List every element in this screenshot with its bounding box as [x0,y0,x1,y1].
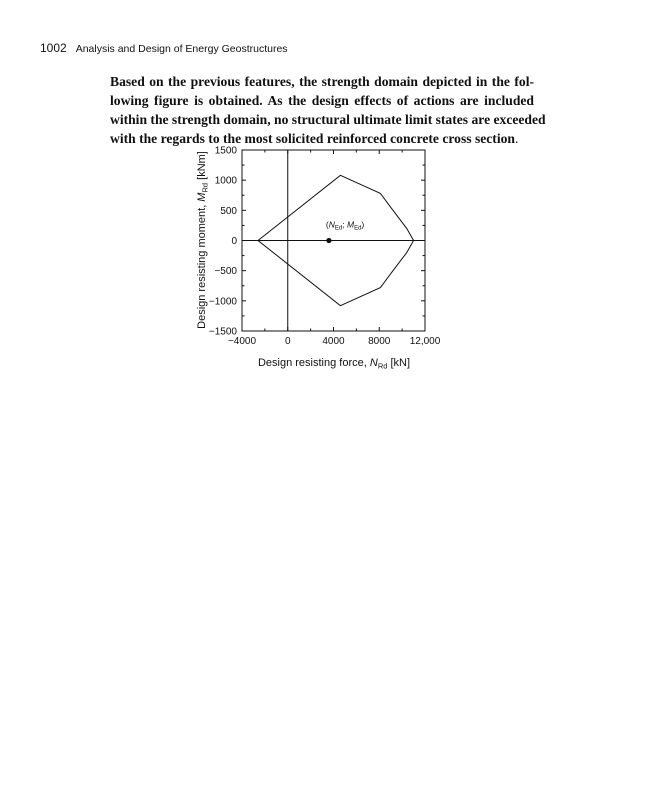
paragraph-end-mark: . [514,131,519,146]
design-label-n-sub: Ed [334,225,343,232]
y-label-unit: [kNm] [196,151,208,183]
x-tick-label: 4000 [322,336,345,347]
y-label-subscript: Rd [200,182,210,193]
design-label-close: ) [361,219,365,230]
paragraph-line: within the strength domain, no structural ultimate limit states are exceeded [110,112,546,127]
y-tick-label: 1500 [214,145,237,157]
y-label-main: Design resisting moment, [196,201,208,329]
x-tick-label: −4000 [227,336,257,347]
design-label-open: ( [325,219,329,230]
paragraph-line: Based on the previous features, the strength domain depicted in the fol- [110,74,534,89]
y-axis-ticks [209,146,425,338]
y-tick-label: −1000 [208,296,237,308]
y-tick-label: 1000 [214,175,237,187]
paragraph-line: lowing figure is obtained. As the design effects of actions are included [110,93,534,108]
design-label-sep: ; [342,219,347,230]
design-label-n: N [328,219,335,230]
book-title: Analysis and Design of Energy Geostructures [75,43,288,55]
design-point-label [326,220,365,232]
y-tick-label: 500 [220,205,237,217]
x-label-symbol: N [369,357,378,369]
y-axis-label [196,151,210,329]
y-tick-label: −500 [214,266,237,278]
y-tick-label: −1500 [208,326,237,338]
x-tick-label: 12,000 [409,336,441,347]
x-tick-label: 8000 [368,336,391,347]
page-number: 1002 [40,41,67,55]
x-label-subscript: Rd [377,361,388,371]
paragraph-line: with the regards to the most solicited reinforced concrete cross section [110,131,515,146]
x-tick-label: 0 [284,336,291,347]
x-label-main: Design resisting force, [257,357,370,369]
design-point-marker [326,238,331,243]
design-label-m-sub: Ed [354,225,362,232]
y-tick-label: 0 [231,236,237,247]
x-label-unit: [kN] [387,357,411,369]
x-axis-label [258,357,410,371]
design-label-m: M [346,219,355,230]
y-label-symbol: M [196,192,208,202]
